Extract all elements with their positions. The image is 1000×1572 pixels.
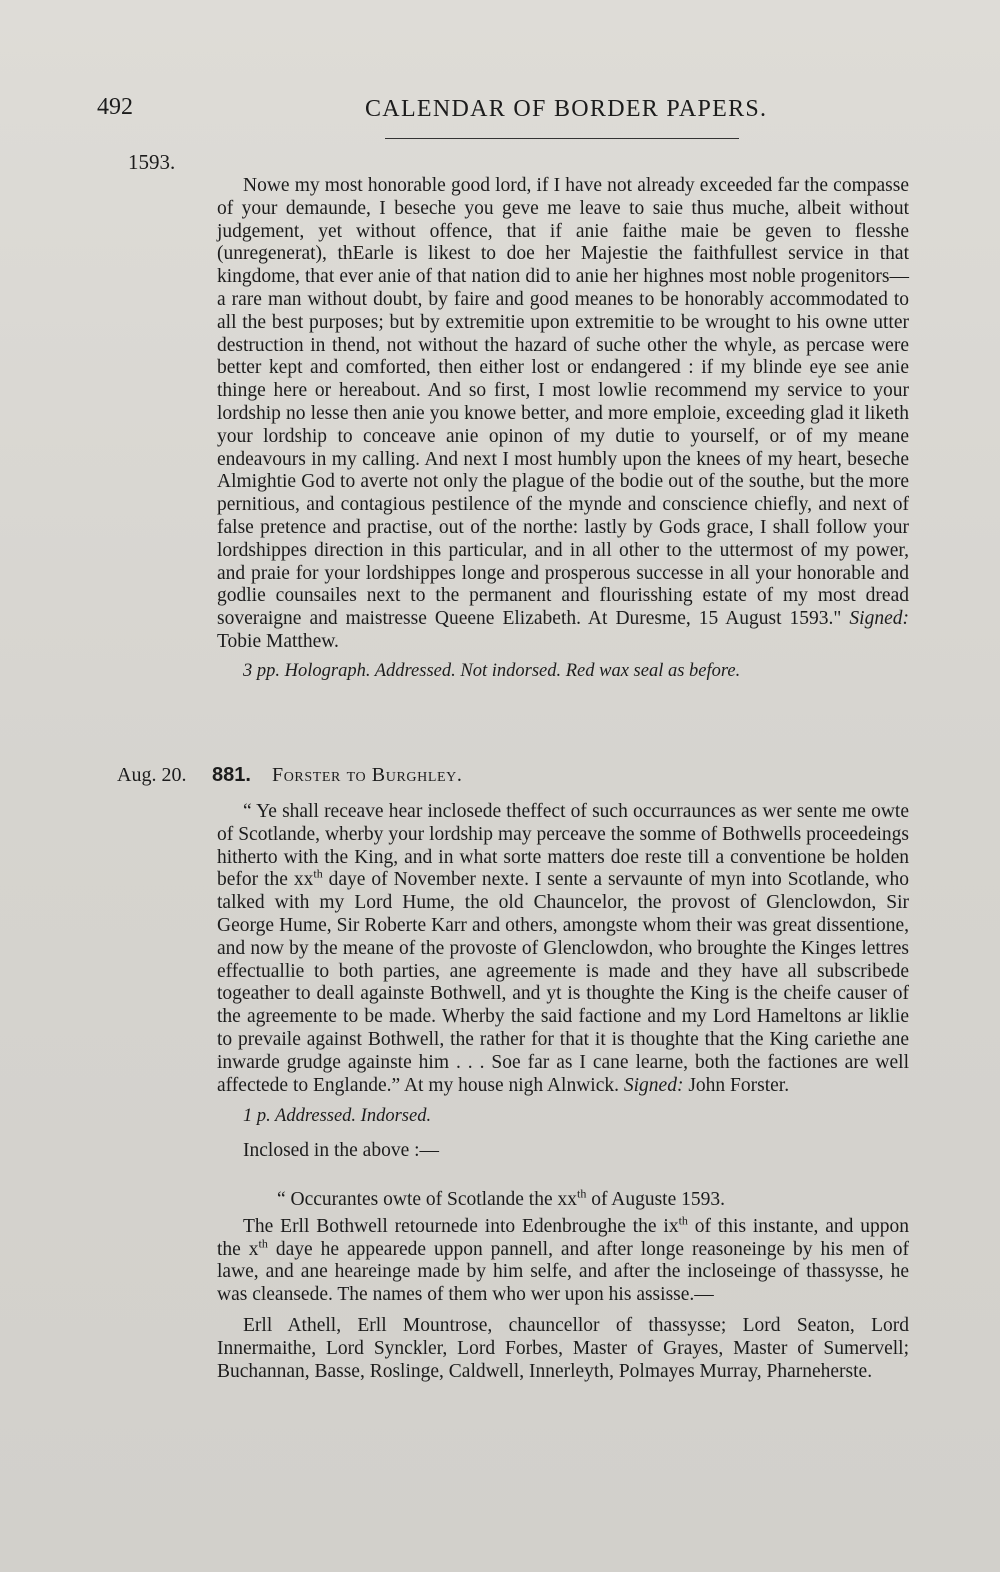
- occurrants-heading: [217, 1186, 909, 1212]
- header-rule: [385, 138, 739, 139]
- letter-forster: [217, 801, 909, 1383]
- occurrants-text: daye he appearede uppon pannell, and after longe reasoneinge by his men of lawe, and ane heareinge made by him selfe, and after the incloseinge of thassysse, he was cleansede. The names of them who wer upon his assisse.—: [217, 1238, 910, 1306]
- signed-label: Signed:: [849, 608, 909, 630]
- signer-name: John Forster.: [688, 1074, 790, 1096]
- signer-name: Tobie Matthew.: [217, 630, 339, 652]
- superscript: th: [313, 866, 323, 881]
- letter-forster-text-b: daye of November nexte. I sente a servaunte of myn into Scotlande, who talked with my Lord Hume, the old Chauncelor, the provost of Glenclowdon, Sir George Hume, Sir Roberte Karr and others, amongste whom their was great dissentione, and now by the meane of the provoste of Glenclowdon, who broughte the Kinges lettres effectuallie to both parties, ane agreemente is made and they have all subscribede togeather to deall againste Bothwell, and yt is thoughte the King is the cheife causer of the agreemente to be made. Wherby the said factione and my Lord Hameltons ar liklie to prevaile against Bothwell, the rather for that it is thoughte that the King cariethe ane inwarde grudge againste him . . . Soe far as I cane learne, both the factiones are well affectede to Englande.” At my house nigh Alnwick.: [217, 869, 909, 1096]
- occurrants-names: Erll Athell, Erll Mountrose, chauncellor of thassysse; Lord Seaton, Lord Innermaithe, Lord Synckler, Lord Forbes, Master of Grayes, Master of Sumervell; Buchannan, Basse, Roslinge, Caldwell, Innerleyth, Polmayes Murray, Pharneherste.: [217, 1314, 909, 1382]
- page-number: 492: [97, 94, 133, 120]
- occurrants-heading-b: of Auguste 1593.: [586, 1188, 725, 1210]
- letter-forster-body: [217, 801, 909, 1097]
- entry-title: Forster to Burghley.: [272, 764, 463, 786]
- letter-matthew-note: [217, 660, 909, 683]
- occurrants-paragraph-1: [217, 1213, 910, 1307]
- inclosed-text: Inclosed in the above :—: [243, 1140, 440, 1162]
- running-title: CALENDAR OF BORDER PAPERS.: [365, 96, 768, 122]
- occurrants-text: of this instante, and uppon the x: [217, 1215, 909, 1260]
- letter-matthew-text: Nowe my most honorable good lord, if I have not already exceeded far the compasse of your demaunde, I beseche you geve me leave to saie thus muche, albeit without judgement, yet without offence, that if anie faithe maie be geven to flesshe (unregenerat), thEarle is likest to doe her Majestie the faithfullest service in that kingdome, that ever anie of that nation did to anie her highnes most noble progenitors—a rare man without doubt, by faire and good meanes to be honorably accommodated to all the best purposes; but by extremitie upon extremitie to be wrought to his owne utter destruction in thend, not without the hazard of suche other the whyle, as percase were better kept and comforted, then either lost or endangered : if my blinde eye see anie thinge here or hereabout. And so first, I most lowlie recommend my service to your lordship no lesse then anie you knowe better, and more emploie, exceeding glad it liketh your lordship to conceave anie opinon of my dutie to yourself, or of my meane endeavours in my calling. And next I most humbly upon the knees of my heart, beseche Almightie God to averte not only the plague of the bodie out of the southe, but the more pernitious, and contagious pestilence of the mynde and conscience chiefly, and next of false pretence and practise, out of the northe: lastly by Gods grace, I shall follow your lordshippes direction in this particular, and in all other to the uttermost of my power, and praie for your lordshippes longe and prosperous successe in all your honorable and godlie counsailes next to the permanent and flourisshing estate of my most dread soveraigne and maistresse Queene Elizabeth. At Duresme, 15 August 1593.": [217, 175, 909, 630]
- letter-matthew-body: [217, 175, 909, 654]
- note-text: 3 pp. Holograph. Addressed. Not indorsed. Red wax seal as before.: [243, 660, 741, 681]
- occurrants-text: The Erll Bothwell retournede into Edenbroughe the ix: [243, 1215, 679, 1237]
- entry-number: 881.: [212, 764, 251, 786]
- letter-matthew: [217, 175, 909, 683]
- occurrants-paragraph-2: [217, 1315, 909, 1383]
- occurrants-heading-a: “ Occurantes owte of Scotlande the xx: [277, 1188, 577, 1210]
- margin-year: 1593.: [128, 150, 176, 174]
- letter-forster-text-a: “ Ye shall receave hear inclosede theffect of such occurraunces as wer sente me owte of Scotlande, wherby your lordship may perceave the somme of Bothwells proceedeings hitherto with the King, and in what sorte matters doe reste till a conventione be holden befor the xx: [217, 801, 909, 891]
- inclosed-label: [217, 1140, 909, 1163]
- superscript: th: [258, 1236, 268, 1251]
- entry-date: Aug. 20.: [117, 764, 187, 786]
- superscript: th: [576, 1186, 587, 1201]
- note-text: 1 p. Addressed. Indorsed.: [243, 1106, 432, 1127]
- letter-forster-note: [217, 1105, 909, 1128]
- superscript: th: [678, 1213, 688, 1228]
- signed-label: Signed:: [623, 1074, 684, 1096]
